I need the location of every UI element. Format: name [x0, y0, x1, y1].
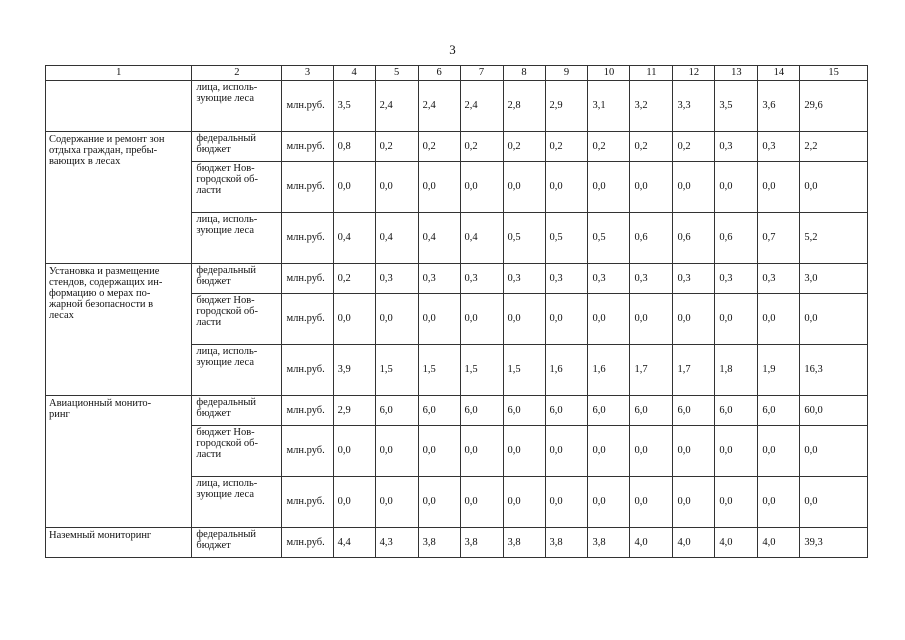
value-cell: 1,7 — [630, 345, 673, 396]
value-cell: 0,5 — [588, 213, 630, 264]
value-cell: 4,0 — [715, 528, 758, 558]
column-header-3: 3 — [282, 66, 333, 81]
funding-source-cell: бюджет Нов- городской об- ласти — [192, 162, 282, 213]
column-header-5: 5 — [375, 66, 418, 81]
value-cell: 3,9 — [333, 345, 375, 396]
value-cell: 1,6 — [588, 345, 630, 396]
column-header-1: 1 — [46, 66, 192, 81]
value-cell: 2,4 — [418, 81, 460, 132]
value-cell: 3,8 — [460, 528, 503, 558]
funding-source-cell: федеральный бюджет — [192, 396, 282, 426]
value-cell: 0,2 — [630, 132, 673, 162]
value-cell: 1,5 — [418, 345, 460, 396]
funding-source-cell: федеральный бюджет — [192, 528, 282, 558]
value-cell: 1,5 — [460, 345, 503, 396]
value-cell: 0,0 — [758, 426, 800, 477]
value-cell: 0,3 — [630, 264, 673, 294]
value-cell: 6,0 — [418, 396, 460, 426]
value-cell: 1,5 — [503, 345, 545, 396]
value-cell: 0,0 — [673, 294, 715, 345]
value-cell: 1,8 — [715, 345, 758, 396]
page-number: 3 — [449, 42, 456, 57]
value-cell: 0,0 — [418, 426, 460, 477]
unit-cell: млн.руб. — [282, 162, 333, 213]
value-cell: 0,2 — [673, 132, 715, 162]
value-cell: 0,0 — [588, 426, 630, 477]
table-row — [46, 264, 868, 294]
value-cell: 0,4 — [375, 213, 418, 264]
value-cell: 0,0 — [375, 162, 418, 213]
unit-cell: млн.руб. — [282, 213, 333, 264]
total-value-cell: 0,0 — [800, 477, 868, 528]
column-header-14: 14 — [758, 66, 800, 81]
value-cell: 0,6 — [673, 213, 715, 264]
value-cell: 4,4 — [333, 528, 375, 558]
value-cell: 0,0 — [460, 294, 503, 345]
value-cell: 0,0 — [545, 477, 588, 528]
activity-cell: Наземный мониторинг — [46, 528, 192, 558]
budget-table — [45, 65, 868, 558]
value-cell: 0,0 — [375, 426, 418, 477]
total-value-cell: 0,0 — [800, 426, 868, 477]
value-cell: 0,0 — [588, 162, 630, 213]
value-cell: 0,0 — [630, 426, 673, 477]
value-cell: 4,3 — [375, 528, 418, 558]
total-value-cell: 3,0 — [800, 264, 868, 294]
funding-source-cell: бюджет Нов- городской об- ласти — [192, 294, 282, 345]
activity-cell: Установка и размещение стендов, содержащих ин- формацию о мерах по- жарной безопасности в лесах — [46, 264, 192, 396]
value-cell: 0,0 — [418, 477, 460, 528]
value-cell: 0,0 — [715, 426, 758, 477]
value-cell: 6,0 — [375, 396, 418, 426]
value-cell: 0,0 — [418, 294, 460, 345]
activity-cell: Содержание и ремонт зон отдыха граждан, пребы- вающих в лесах — [46, 132, 192, 264]
value-cell: 1,6 — [545, 345, 588, 396]
value-cell: 3,8 — [418, 528, 460, 558]
value-cell: 0,0 — [630, 294, 673, 345]
table-row — [46, 132, 868, 162]
value-cell: 0,2 — [588, 132, 630, 162]
value-cell: 0,0 — [588, 294, 630, 345]
value-cell: 0,0 — [503, 477, 545, 528]
total-value-cell: 2,2 — [800, 132, 868, 162]
value-cell: 0,4 — [333, 213, 375, 264]
value-cell: 0,4 — [460, 213, 503, 264]
value-cell: 0,2 — [418, 132, 460, 162]
unit-cell: млн.руб. — [282, 132, 333, 162]
value-cell: 0,0 — [545, 426, 588, 477]
value-cell: 0,3 — [503, 264, 545, 294]
funding-source-cell: бюджет Нов- городской об- ласти — [192, 426, 282, 477]
value-cell: 1,9 — [758, 345, 800, 396]
value-cell: 0,0 — [503, 162, 545, 213]
value-cell: 0,3 — [588, 264, 630, 294]
value-cell: 0,3 — [375, 264, 418, 294]
value-cell: 0,0 — [630, 477, 673, 528]
total-value-cell: 60,0 — [800, 396, 868, 426]
total-value-cell: 0,0 — [800, 162, 868, 213]
value-cell: 3,8 — [503, 528, 545, 558]
value-cell: 3,1 — [588, 81, 630, 132]
value-cell: 0,0 — [375, 477, 418, 528]
value-cell: 4,0 — [630, 528, 673, 558]
unit-cell: млн.руб. — [282, 294, 333, 345]
unit-cell: млн.руб. — [282, 264, 333, 294]
value-cell: 0,3 — [673, 264, 715, 294]
value-cell: 1,7 — [673, 345, 715, 396]
unit-cell: млн.руб. — [282, 345, 333, 396]
value-cell: 2,4 — [375, 81, 418, 132]
value-cell: 0,0 — [758, 477, 800, 528]
column-header-10: 10 — [588, 66, 630, 81]
value-cell: 0,7 — [758, 213, 800, 264]
total-value-cell: 5,2 — [800, 213, 868, 264]
value-cell: 0,3 — [758, 132, 800, 162]
value-cell: 0,3 — [715, 132, 758, 162]
value-cell: 0,6 — [715, 213, 758, 264]
value-cell: 0,3 — [418, 264, 460, 294]
value-cell: 0,0 — [333, 162, 375, 213]
activity-cell: Авиационный монито- ринг — [46, 396, 192, 528]
value-cell: 0,0 — [460, 162, 503, 213]
value-cell: 0,0 — [758, 162, 800, 213]
value-cell: 3,5 — [715, 81, 758, 132]
value-cell: 0,0 — [460, 426, 503, 477]
value-cell: 0,0 — [418, 162, 460, 213]
value-cell: 0,0 — [503, 426, 545, 477]
value-cell: 0,0 — [375, 294, 418, 345]
value-cell: 3,8 — [545, 528, 588, 558]
value-cell: 0,0 — [673, 426, 715, 477]
value-cell: 0,3 — [545, 264, 588, 294]
value-cell: 0,0 — [588, 477, 630, 528]
value-cell: 0,5 — [545, 213, 588, 264]
column-header-9: 9 — [545, 66, 588, 81]
value-cell: 0,0 — [673, 162, 715, 213]
header-row — [46, 66, 868, 81]
value-cell: 0,0 — [545, 294, 588, 345]
value-cell: 0,8 — [333, 132, 375, 162]
value-cell: 3,2 — [630, 81, 673, 132]
value-cell: 6,0 — [588, 396, 630, 426]
funding-source-cell: федеральный бюджет — [192, 132, 282, 162]
column-header-6: 6 — [418, 66, 460, 81]
value-cell: 0,2 — [503, 132, 545, 162]
column-header-13: 13 — [715, 66, 758, 81]
value-cell: 0,0 — [333, 294, 375, 345]
value-cell: 2,4 — [460, 81, 503, 132]
funding-source-cell: лица, исполь- зующие леса — [192, 213, 282, 264]
value-cell: 0,3 — [758, 264, 800, 294]
funding-source-cell: лица, исполь- зующие леса — [192, 345, 282, 396]
funding-source-cell: лица, исполь- зующие леса — [192, 81, 282, 132]
unit-cell: млн.руб. — [282, 426, 333, 477]
value-cell: 0,0 — [545, 162, 588, 213]
value-cell: 0,2 — [333, 264, 375, 294]
funding-source-cell: федеральный бюджет — [192, 264, 282, 294]
value-cell: 3,6 — [758, 81, 800, 132]
value-cell: 0,2 — [460, 132, 503, 162]
value-cell: 0,0 — [333, 426, 375, 477]
column-header-12: 12 — [673, 66, 715, 81]
value-cell: 1,5 — [375, 345, 418, 396]
table-row — [46, 528, 868, 558]
value-cell: 6,0 — [503, 396, 545, 426]
value-cell: 6,0 — [715, 396, 758, 426]
value-cell: 0,0 — [333, 477, 375, 528]
value-cell: 0,0 — [503, 294, 545, 345]
value-cell: 2,9 — [545, 81, 588, 132]
value-cell: 0,3 — [715, 264, 758, 294]
value-cell: 3,5 — [333, 81, 375, 132]
total-value-cell: 16,3 — [800, 345, 868, 396]
value-cell: 0,0 — [630, 162, 673, 213]
column-header-8: 8 — [503, 66, 545, 81]
column-header-15: 15 — [800, 66, 868, 81]
value-cell: 3,3 — [673, 81, 715, 132]
value-cell: 0,2 — [545, 132, 588, 162]
total-value-cell: 39,3 — [800, 528, 868, 558]
value-cell: 0,0 — [758, 294, 800, 345]
column-header-2: 2 — [192, 66, 282, 81]
value-cell: 0,2 — [375, 132, 418, 162]
value-cell: 2,9 — [333, 396, 375, 426]
total-value-cell: 0,0 — [800, 294, 868, 345]
value-cell: 2,8 — [503, 81, 545, 132]
activity-cell — [46, 81, 192, 132]
value-cell: 0,0 — [715, 477, 758, 528]
column-header-7: 7 — [460, 66, 503, 81]
unit-cell: млн.руб. — [282, 528, 333, 558]
column-header-4: 4 — [333, 66, 375, 81]
value-cell: 0,0 — [460, 477, 503, 528]
value-cell: 3,8 — [588, 528, 630, 558]
value-cell: 6,0 — [630, 396, 673, 426]
funding-source-cell: лица, исполь- зующие леса — [192, 477, 282, 528]
column-header-11: 11 — [630, 66, 673, 81]
table-row — [46, 396, 868, 426]
value-cell: 0,0 — [715, 162, 758, 213]
value-cell: 0,0 — [673, 477, 715, 528]
value-cell: 0,4 — [418, 213, 460, 264]
value-cell: 0,5 — [503, 213, 545, 264]
table-row — [46, 81, 868, 132]
value-cell: 0,0 — [715, 294, 758, 345]
value-cell: 6,0 — [460, 396, 503, 426]
value-cell: 0,6 — [630, 213, 673, 264]
value-cell: 6,0 — [758, 396, 800, 426]
unit-cell: млн.руб. — [282, 81, 333, 132]
value-cell: 6,0 — [673, 396, 715, 426]
value-cell: 0,3 — [460, 264, 503, 294]
total-value-cell: 29,6 — [800, 81, 868, 132]
unit-cell: млн.руб. — [282, 477, 333, 528]
unit-cell: млн.руб. — [282, 396, 333, 426]
value-cell: 4,0 — [673, 528, 715, 558]
value-cell: 4,0 — [758, 528, 800, 558]
value-cell: 6,0 — [545, 396, 588, 426]
